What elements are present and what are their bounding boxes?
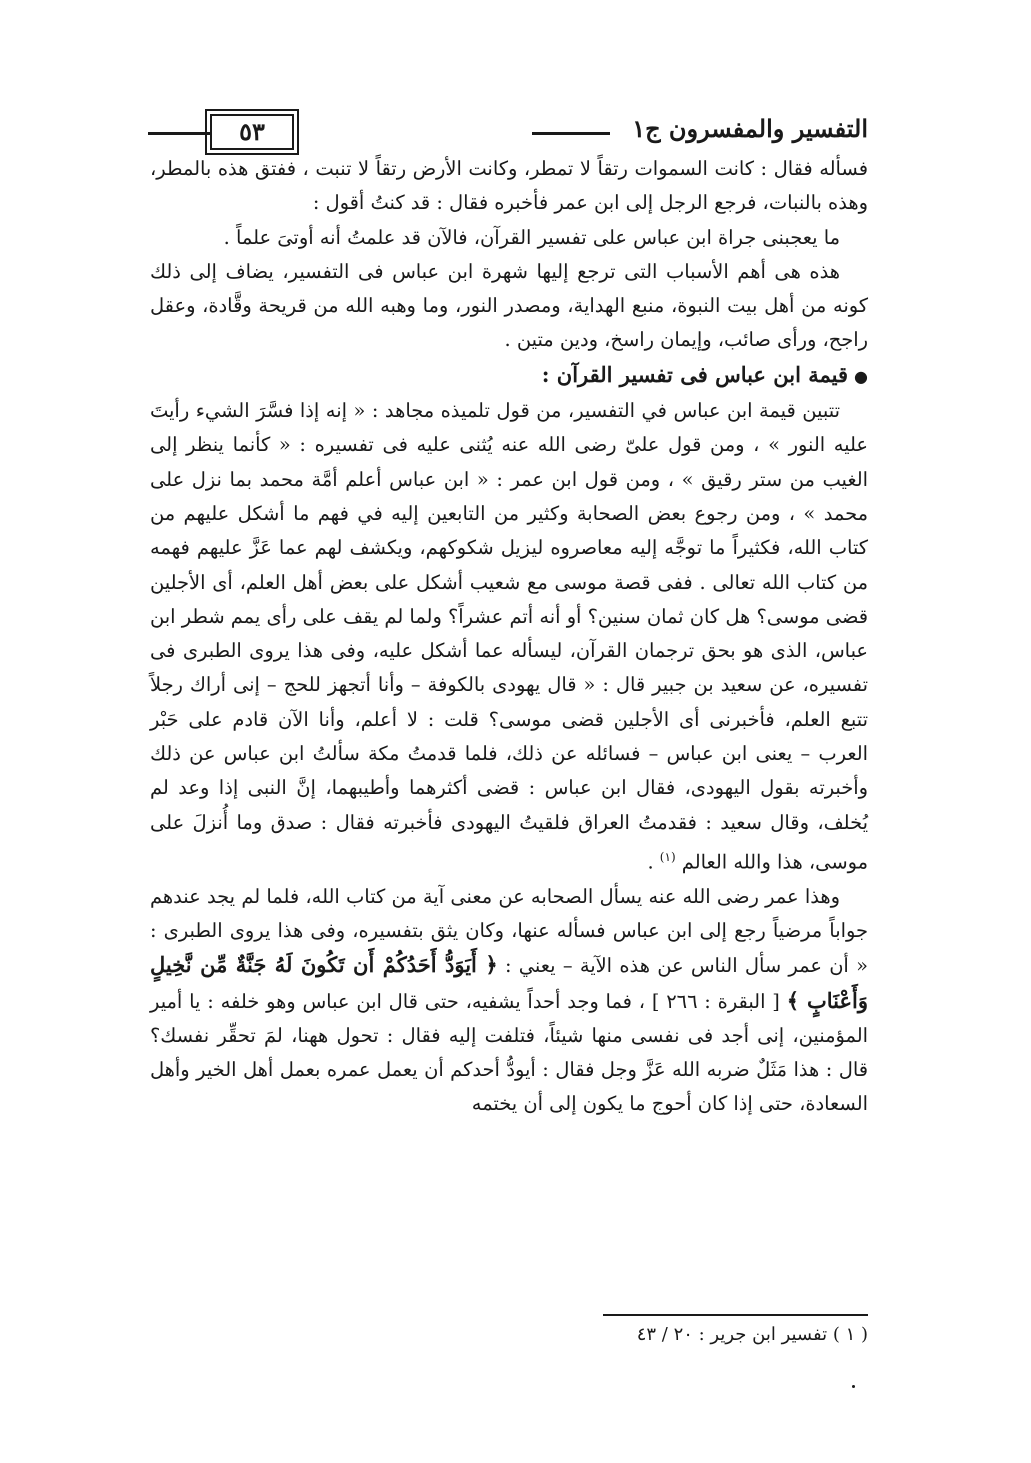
section-heading-text: قيمة ابن عباس فى تفسير القرآن : [541,361,849,387]
paragraph-5-text-a: وهذا عمر رضى الله عنه يسأل الصحابه عن معنى آية من كتاب الله، فلما لم يجد عندهم جواباً مرضياً رجع إلى ابن عباس فسأله عنها، وكان يثق بتفسيره، وفى هذا يروى الطبرى : « أن عمر سأل الناس عن هذه الآية – يعني : [150,884,868,978]
running-title: التفسير والمفسرون ج١ [632,114,868,143]
footnote-separator [603,1314,868,1316]
paragraph-3: هذه هى أهم الأسباب التى ترجع إليها شهرة ابن عباس فى التفسير، يضاف إلى ذلك كونه من أهل بيت النبوة، منبع الهداية، ومصدر النور، وما وهبه الله من قريحة وقَّادة، وعقل راجح، ورأى صائب، وإيمان راسخ، ودين متين . [150,259,868,352]
paragraph-4 [150,394,868,880]
paragraph-2: ما يعجبنى جراة ابن عباس على تفسير القرآن، فالآن قد علمتُ أنه أوتىَ علماً . [223,225,840,249]
paragraph-5 [150,880,868,1122]
footnote-marker: (١) [659,849,676,864]
page-number: ٥٣ [210,114,294,150]
paragraph-1: فسأله فقال : كانت السموات رتقاً لا تمطر، وكانت الأرض رتقاً لا تنبت ، ففتق هذه بالمطر، وهذه بالنبات، فرجع الرجل إلى ابن عمر فأخبره فقال : قد كنتُ أقول : [150,157,868,215]
footnote: ( ١ ) تفسير ابن جرير : ٢٠ / ٤٣ [636,1324,868,1345]
body-text [150,152,868,1122]
paragraph-4-text: تتبين قيمة ابن عباس في التفسير، من قول تلميذه مجاهد : « إنه إذا فسَّرَ الشيء رأيتَ عليه النور » ، ومن قول علىّ رضى الله عنه يُثنى عليه فى تفسيره : « كأنما ينظر إلى الغيب من ستر رقيق » ، ومن قول ابن عمر : « ابن عباس أعلم أمَّة محمد بما نزل على محمد » ، ومن رجوع بعض الصحابة وكثير من التابعين إليه في فهم ما أشكل عليهم من كتاب الله، فكثيراً ما توجَّه إليه معاصروه ليزيل شكوكهم، ويكشف لهم عما عَزَّ عليهم فهمه من كتاب الله تعالى . ففى قصة موسى مع شعيب أشكل على بعض أهل العلم، أى الأجلين قضى موسى؟ هل كان ثمان سنين؟ أو أنه أتم عشراً؟ ولما لم يقف على رأى يمم شطر ابن عباس، الذى هو بحق ترجمان القرآن، ليسأله عما أشكل عليه، وفى هذا يروى الطبرى فى تفسيره، عن سعيد بن جبير قال : « قال يهودى بالكوفة – وأنا أتجهز للحج – إنى أراك رجلاً تتبع العلم، فأخبرنى أى الأجلين قضى موسى؟ قلت : لا أعلم، وأنا الآن قادم على حَبْر العرب – يعنى ابن عباس – فسائله عن ذلك، فلما قدمتُ مكة سألتُ ابن عباس عن ذلك وأخبرته بقول اليهودى، فقال ابن عباس : قضى أكثرهما وأطيبهما، إنَّ النبى إذا وعد لم يُخلف، وقال سعيد : فقدمتُ العراق فلقيتُ اليهودى فأخبرته فقال : صدق وما أُنزلَ على موسى، هذا والله العالم [150,399,868,874]
page-header [148,112,868,152]
quran-verse: ﴿ أَيَوَدُّ أَحَدُكُمْ أَن تَكُونَ لَهُ جَنَّةٌ مِّن نَّخِيلٍ وَأَعْنَابٍ ﴾ [150,952,868,1013]
section-heading [150,358,868,394]
paragraph-4-end: . [647,850,660,874]
paragraph-5-text-b: [ البقرة : ٢٦٦ ] ، فما وجد أحداً يشفيه، حتى قال ابن عباس وهو خلفه : يا أمير المؤمنين، إنى أجد فى نفسى منها شيئاً، فتلفت إليه فقال : تحول ههنا، لمَ تحقِّر نفسك؟ قال : هذا مَثَلٌ ضربه الله عَزَّ وجل فقال : أيودُّ أحدكم أن يعمل عمره بعمل أهل الخير وأهل السعادة، حتى إذا كان أحوج ما يكون إلى أن يختمه [150,989,868,1116]
header-rule-right [532,132,610,135]
scan-speck [852,1385,855,1388]
bullet-icon: ● [854,366,868,386]
header-rule-left [148,132,210,135]
